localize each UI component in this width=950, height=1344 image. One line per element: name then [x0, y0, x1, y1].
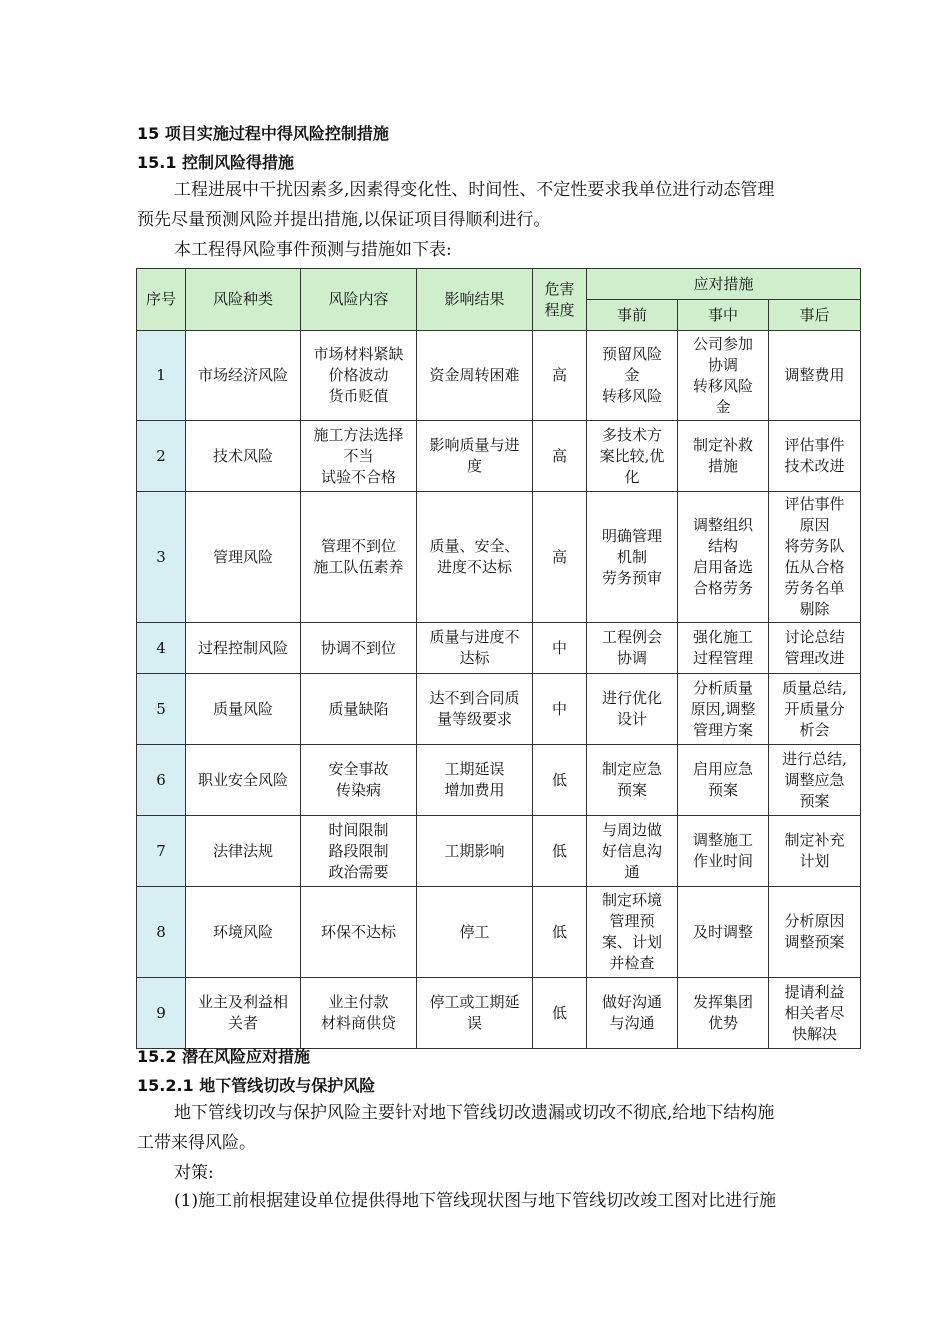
cell-result: 质量与进度不 达标: [417, 623, 533, 674]
cell-result: 停工或工期延 误: [417, 978, 533, 1049]
cell-no: 6: [137, 745, 186, 816]
cell-after: 分析原因 调整预案: [769, 887, 861, 978]
cell-type: 管理风险: [186, 492, 301, 623]
cell-type: 市场经济风险: [186, 331, 301, 421]
cell-content: 施工方法选择 不当 试验不合格: [301, 421, 417, 492]
cell-during: 公司参加 协调 转移风险 金: [678, 331, 769, 421]
cell-degree: 低: [533, 978, 587, 1049]
cell-content: 市场材料紧缺 价格波动 货币贬值: [301, 331, 417, 421]
cell-no: 3: [137, 492, 186, 623]
cell-after: 提请利益 相关者尽 快解决: [769, 978, 861, 1049]
cell-degree: 中: [533, 674, 587, 745]
header-measures: 应对措施: [587, 269, 861, 300]
cell-after: 质量总结, 开质量分 析会: [769, 674, 861, 745]
step-1-text: (1)施工前根据建设单位提供得地下管线现状图与地下管线切改竣工图对比进行施: [174, 1191, 777, 1211]
paragraph-intro: [137, 175, 860, 235]
paragraph-table-intro-text: 本工程得风险事件预测与措施如下表:: [174, 240, 452, 260]
header-before: 事前: [587, 300, 678, 331]
table-row: [137, 887, 861, 978]
table-row: [137, 492, 861, 623]
cell-result: 停工: [417, 887, 533, 978]
risk-table-body: [137, 331, 861, 1049]
paragraph-step-1: [137, 1186, 860, 1216]
cell-after: 评估事件 技术改进: [769, 421, 861, 492]
cell-type: 环境风险: [186, 887, 301, 978]
cell-during: 分析质量 原因,调整 管理方案: [678, 674, 769, 745]
cell-after: 调整费用: [769, 331, 861, 421]
paragraph-pipeline-line2: 工带来得风险。: [137, 1133, 256, 1153]
paragraph-pipeline: [137, 1098, 860, 1158]
cell-type: 过程控制风险: [186, 623, 301, 674]
cell-degree: 中: [533, 623, 587, 674]
cell-content: 时间限制 路段限制 政治需要: [301, 816, 417, 887]
cell-during: 启用应急 预案: [678, 745, 769, 816]
risk-table-header: [137, 269, 861, 331]
cell-after: 评估事件 原因 将劳务队 伍从合格 劳务名单 剔除: [769, 492, 861, 623]
cell-no: 4: [137, 623, 186, 674]
cell-type: 职业安全风险: [186, 745, 301, 816]
cell-before: 多技术方 案比较,优 化: [587, 421, 678, 492]
header-result: 影响结果: [417, 269, 533, 331]
cell-after: 进行总结, 调整应急 预案: [769, 745, 861, 816]
cell-result: 质量、安全、 进度不达标: [417, 492, 533, 623]
risk-table: [136, 268, 861, 1049]
cell-no: 8: [137, 887, 186, 978]
cell-degree: 高: [533, 492, 587, 623]
cell-during: 调整组织 结构 启用备选 合格劳务: [678, 492, 769, 623]
cell-content: 管理不到位 施工队伍素养: [301, 492, 417, 623]
heading-15: 15 项目实施过程中得风险控制措施: [137, 124, 389, 143]
cell-before: 工程例会 协调: [587, 623, 678, 674]
header-type: 风险种类: [186, 269, 301, 331]
table-row: [137, 331, 861, 421]
cell-no: 7: [137, 816, 186, 887]
cell-before: 制定环境 管理预 案、计划 并检查: [587, 887, 678, 978]
cell-type: 业主及利益相 关者: [186, 978, 301, 1049]
cell-before: 做好沟通 与沟通: [587, 978, 678, 1049]
cell-before: 预留风险 金 转移风险: [587, 331, 678, 421]
cell-no: 1: [137, 331, 186, 421]
cell-during: 发挥集团 优势: [678, 978, 769, 1049]
cell-no: 9: [137, 978, 186, 1049]
cell-content: 协调不到位: [301, 623, 417, 674]
heading-15-2: 15.2 潜在风险应对措施: [137, 1047, 311, 1066]
header-no: 序号: [137, 269, 186, 331]
cell-before: 明确管理 机制 劳务预审: [587, 492, 678, 623]
cell-after: 制定补充 计划: [769, 816, 861, 887]
paragraph-intro-line2: 预先尽量预测风险并提出措施,以保证项目得顺利进行。: [137, 210, 551, 230]
cell-degree: 低: [533, 745, 587, 816]
paragraph-pipeline-line1: 地下管线切改与保护风险主要针对地下管线切改遗漏或切改不彻底,给地下结构施: [174, 1103, 775, 1123]
cell-result: 达不到合同质 量等级要求: [417, 674, 533, 745]
cell-before: 与周边做 好信息沟 通: [587, 816, 678, 887]
paragraph-intro-line1: 工程进展中干扰因素多,因素得变化性、时间性、不定性要求我单位进行动态管理: [174, 180, 775, 200]
cell-content: 安全事故 传染病: [301, 745, 417, 816]
table-row: [137, 421, 861, 492]
table-row: [137, 674, 861, 745]
cell-before: 进行优化 设计: [587, 674, 678, 745]
table-row: [137, 745, 861, 816]
cell-degree: 低: [533, 816, 587, 887]
cell-type: 技术风险: [186, 421, 301, 492]
cell-type: 法律法规: [186, 816, 301, 887]
cell-during: 及时调整: [678, 887, 769, 978]
header-after: 事后: [769, 300, 861, 331]
cell-degree: 低: [533, 887, 587, 978]
cell-no: 5: [137, 674, 186, 745]
cell-after: 讨论总结 管理改进: [769, 623, 861, 674]
cell-result: 工期延误 增加费用: [417, 745, 533, 816]
cell-no: 2: [137, 421, 186, 492]
paragraph-countermeasure: [137, 1158, 860, 1188]
header-degree: 危害 程度: [533, 269, 587, 331]
heading-15-2-1: 15.2.1 地下管线切改与保护风险: [137, 1076, 376, 1095]
header-during: 事中: [678, 300, 769, 331]
cell-result: 影响质量与进 度: [417, 421, 533, 492]
header-content: 风险内容: [301, 269, 417, 331]
cell-during: 强化施工 过程管理: [678, 623, 769, 674]
table-row: [137, 816, 861, 887]
cell-during: 调整施工 作业时间: [678, 816, 769, 887]
cell-result: 工期影响: [417, 816, 533, 887]
cell-result: 资金周转困难: [417, 331, 533, 421]
cell-content: 质量缺陷: [301, 674, 417, 745]
cell-degree: 高: [533, 331, 587, 421]
cell-content: 业主付款 材料商供贷: [301, 978, 417, 1049]
cell-content: 环保不达标: [301, 887, 417, 978]
paragraph-table-intro: [137, 235, 860, 265]
cell-degree: 高: [533, 421, 587, 492]
countermeasure-label: 对策:: [174, 1163, 214, 1183]
table-row: [137, 623, 861, 674]
cell-before: 制定应急 预案: [587, 745, 678, 816]
table-row: [137, 978, 861, 1049]
cell-during: 制定补救 措施: [678, 421, 769, 492]
cell-type: 质量风险: [186, 674, 301, 745]
heading-15-1: 15.1 控制风险得措施: [137, 153, 295, 172]
